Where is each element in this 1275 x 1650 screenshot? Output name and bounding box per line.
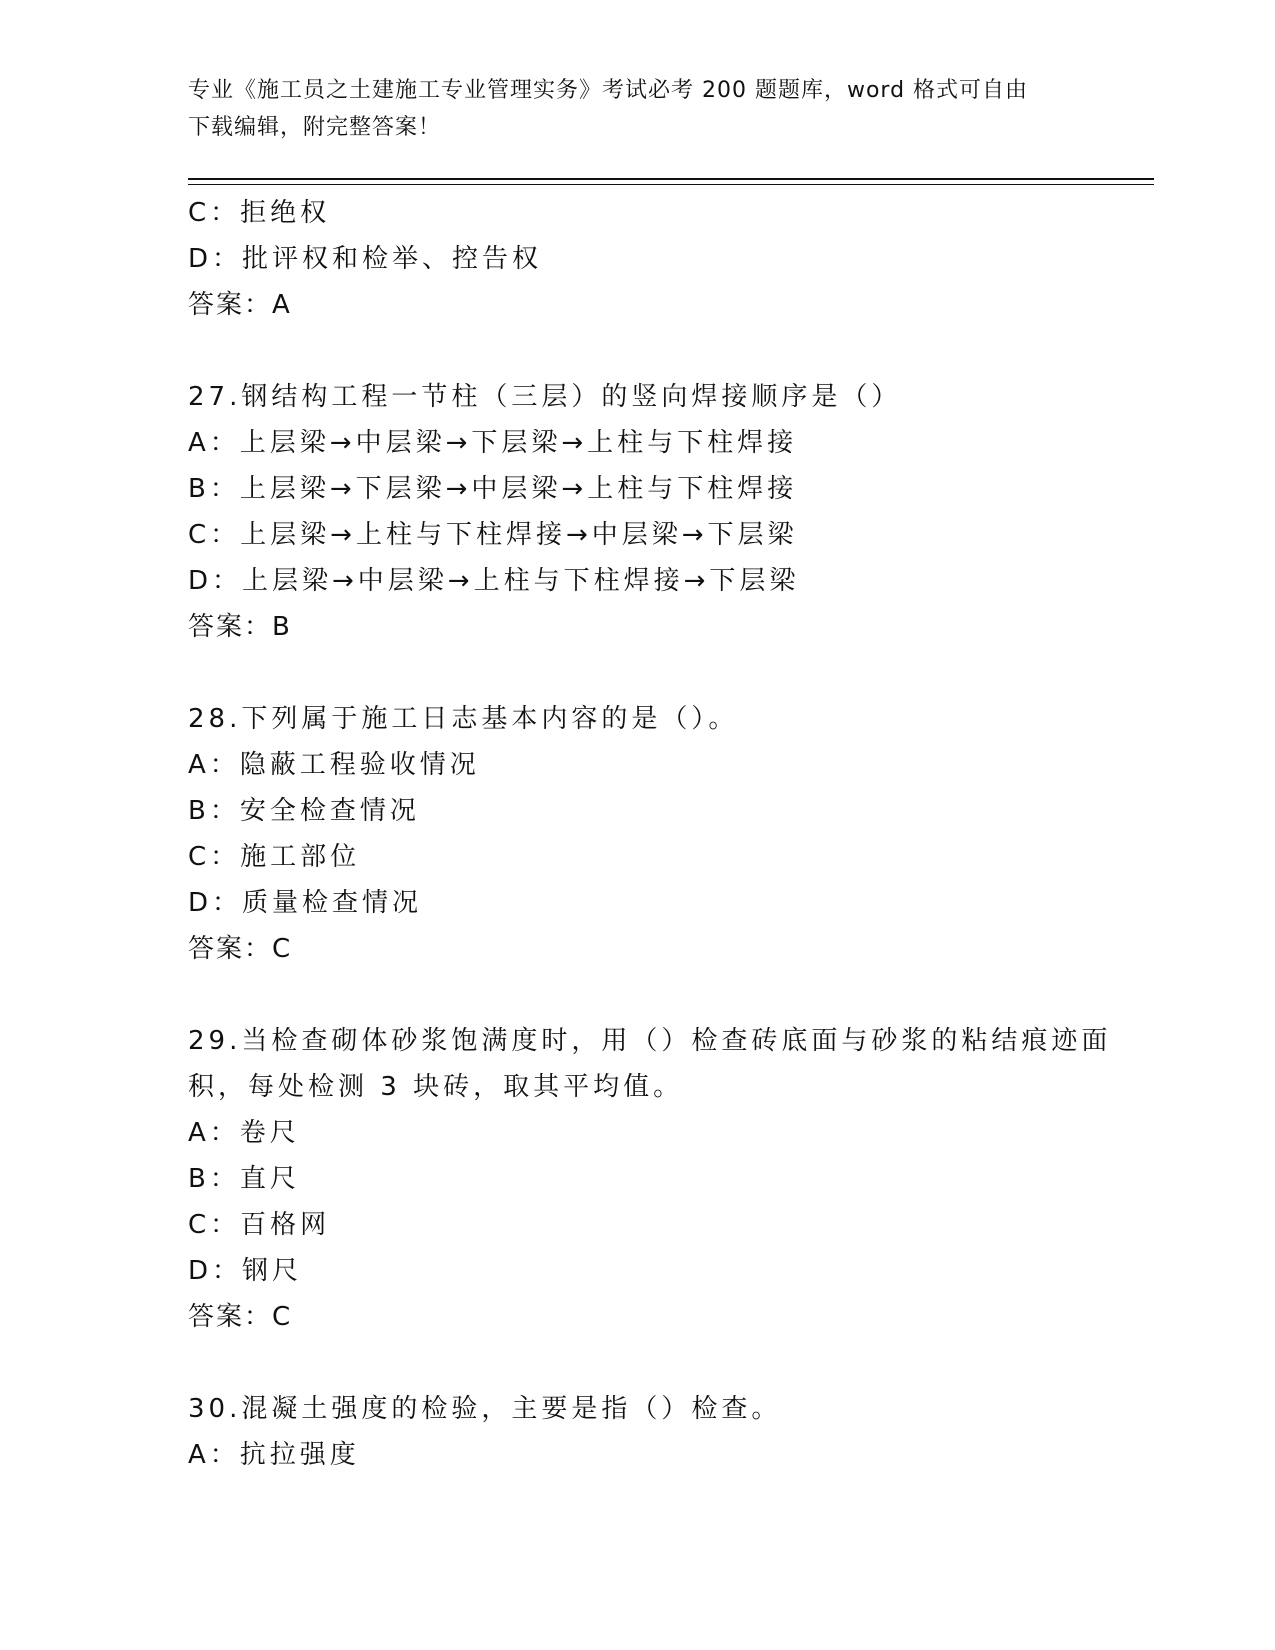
question-text: 30.混凝土强度的检验，主要是指（）检查。 bbox=[188, 1394, 782, 1424]
spacer bbox=[188, 972, 1088, 1018]
question-text: 28.下列属于施工日志基本内容的是（）。 bbox=[188, 704, 739, 734]
option-c: C：上层梁→上柱与下柱焊接→中层梁→下层梁 bbox=[188, 520, 798, 550]
question-block-28 bbox=[188, 696, 1088, 972]
question-block-29 bbox=[188, 1018, 1112, 1340]
option-b: B：直尺 bbox=[188, 1164, 300, 1194]
question-block-27 bbox=[188, 374, 1088, 650]
answer-line: 答案：C bbox=[188, 934, 293, 964]
answer-line: 答案：C bbox=[188, 1302, 293, 1332]
header-divider-thin bbox=[188, 184, 1154, 185]
header-divider-thick bbox=[188, 178, 1154, 180]
option-d: D：批评权和检举、控告权 bbox=[188, 244, 543, 274]
header-line-1: 专业《施工员之土建施工专业管理实务》考试必考 200 题题库，word 格式可自由 bbox=[188, 78, 1029, 103]
option-a: A：卷尺 bbox=[188, 1118, 300, 1148]
spacer bbox=[188, 650, 1088, 696]
option-c: C：拒绝权 bbox=[188, 198, 331, 228]
option-b: B：上层梁→下层梁→中层梁→上柱与下柱焊接 bbox=[188, 474, 798, 504]
question-text-line-1: 29.当检查砌体砂浆饱满度时，用（）检查砖底面与砂浆的粘结痕迹面 bbox=[188, 1026, 1112, 1056]
option-b: B：安全检查情况 bbox=[188, 796, 420, 826]
option-d: D：质量检查情况 bbox=[188, 888, 423, 918]
spacer bbox=[188, 328, 1088, 374]
question-text: 27.钢结构工程一节柱（三层）的竖向焊接顺序是（） bbox=[188, 382, 902, 412]
question-list bbox=[188, 190, 1112, 1478]
option-c: C：百格网 bbox=[188, 1210, 331, 1240]
option-c: C：施工部位 bbox=[188, 842, 361, 872]
option-d: D：上层梁→中层梁→上柱与下柱焊接→下层梁 bbox=[188, 566, 800, 596]
document-header bbox=[188, 72, 1088, 146]
header-line-2: 下载编辑，附完整答案！ bbox=[188, 115, 442, 140]
option-d: D：钢尺 bbox=[188, 1256, 303, 1286]
option-a: A：抗拉强度 bbox=[188, 1440, 360, 1470]
spacer bbox=[188, 1340, 1088, 1386]
answer-line: 答案：A bbox=[188, 290, 292, 320]
question-block-30 bbox=[188, 1386, 1088, 1478]
question-text-line-2: 积，每处检测 3 块砖，取其平均值。 bbox=[188, 1072, 684, 1102]
option-a: A：上层梁→中层梁→下层梁→上柱与下柱焊接 bbox=[188, 428, 798, 458]
question-block-26 bbox=[188, 190, 1088, 328]
option-a: A：隐蔽工程验收情况 bbox=[188, 750, 480, 780]
answer-line: 答案：B bbox=[188, 612, 292, 642]
